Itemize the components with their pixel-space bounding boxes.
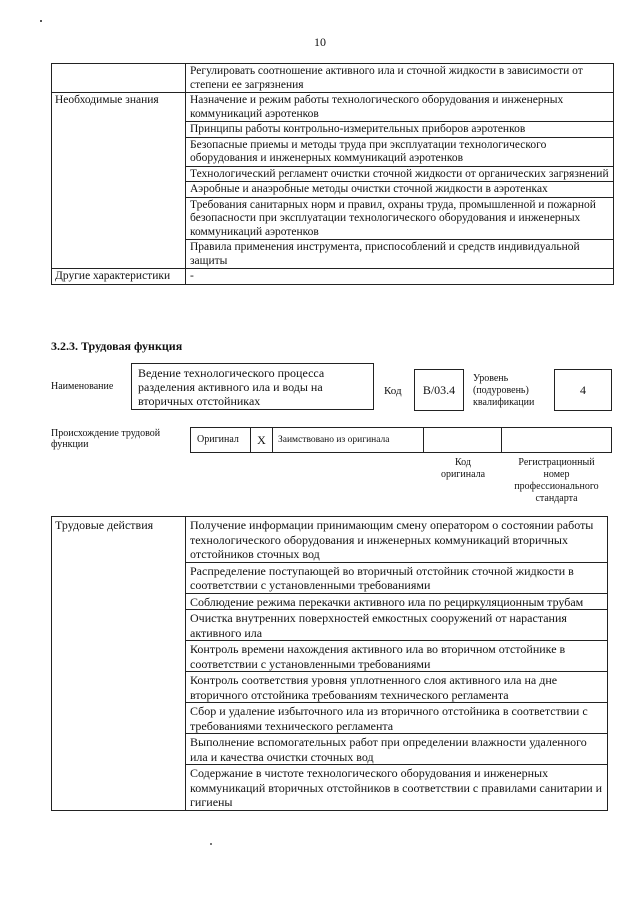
level-box — [554, 369, 612, 411]
registration-caption — [501, 457, 612, 505]
table-cell: Регулировать соотношение активного ила и сточной жидкости в зависимости от степени ее загрязнения — [186, 64, 614, 93]
table-cell: Безопасные приемы и методы труда при эксплуатации технологического оборудования и инженерных коммуникаций аэротенков — [186, 137, 614, 166]
table-row — [52, 64, 614, 93]
row-label-knowledge: Необходимые знания — [52, 93, 186, 269]
registration-caption-line: номер — [543, 469, 570, 480]
table-cell: Содержание в чистоте технологического оборудования и инженерных коммуникаций вторичных отстойников в соответствии с правилами санитарии и гигиены — [186, 765, 608, 811]
row-label-labor-actions: Трудовые действия — [52, 517, 186, 811]
code-value: B/03.4 — [422, 383, 456, 397]
registration-caption-line: профессионального — [514, 481, 599, 492]
function-name-box — [131, 363, 374, 410]
table-cell: Аэробные и анаэробные методы очистки сточной жидкости в аэротенках — [186, 182, 614, 198]
table-cell: Получение информации принимающим смену оператором о состоянии работы технологического оборудования и инженерных коммуникаций вторичных отстойников сточных вод — [186, 517, 608, 563]
level-label-line: квалификации — [473, 397, 535, 408]
labor-actions-table — [51, 516, 608, 811]
table-cell: - — [186, 269, 614, 285]
level-label-line: Уровень — [473, 373, 509, 384]
table-cell: Распределение поступающей во вторичный отстойник сточной жидкости в соответствии с установленными требованиями — [186, 562, 608, 593]
function-name: Ведение технологического процесса разделения активного ила и воды на вторичных отстойниках — [138, 366, 325, 408]
table-cell: Очистка внутренних поверхностей емкостных сооружений от нарастания активного ила — [186, 610, 608, 641]
table-cell: Сбор и удаление избыточного ила из вторичного отстойника в соответствии с требованиями технического регламента — [186, 703, 608, 734]
level-value: 4 — [580, 383, 586, 397]
table-row — [52, 269, 614, 285]
table-cell: Правила применения инструмента, приспособлений и средств индивидуальной защиты — [186, 240, 614, 269]
registration-number-cell — [502, 428, 611, 452]
section-title: 3.2.3. Трудовая функция — [51, 339, 183, 353]
registration-caption-line: Регистрационный — [518, 457, 595, 468]
table-cell: Требования санитарных норм и правил, охраны труда, промышленной и пожарной безопасности при эксплуатации технологического оборудования и инженерных коммуникаций аэротенков — [186, 197, 614, 240]
table-cell: Принципы работы контрольно-измерительных приборов аэротенков — [186, 122, 614, 138]
scan-speck — [40, 20, 42, 22]
origin-row — [190, 427, 612, 453]
page-number: 10 — [314, 35, 326, 49]
table-cell: Соблюдение режима перекачки активного ила по рециркуляционным трубам — [186, 593, 608, 610]
table-cell: Контроль времени нахождения активного ила во вторичном отстойнике в соответствии с установленными требованиями — [186, 641, 608, 672]
table-row — [52, 517, 608, 563]
table-cell: Выполнение вспомогательных работ при определении влажности удаленного ила и качества очистки сточных вод — [186, 734, 608, 765]
scan-speck — [210, 843, 212, 845]
code-caption-line: оригинала — [440, 469, 486, 480]
row-label — [52, 64, 186, 93]
registration-caption-line: стандарта — [535, 493, 578, 504]
level-label — [473, 373, 534, 409]
table-cell: Технологический регламент очистки сточной жидкости от органических загрязнений — [186, 166, 614, 182]
code-caption-line: Код — [455, 457, 471, 468]
name-label: Наименование — [51, 381, 114, 392]
original-code-cell — [424, 428, 502, 452]
level-label-line: (подуровень) — [473, 385, 529, 396]
original-mark: X — [251, 428, 273, 452]
origin-label — [51, 428, 160, 450]
row-label-other: Другие характеристики — [52, 269, 186, 285]
borrowed-label: Заимствовано из оригинала — [273, 428, 424, 452]
table-cell: Назначение и режим работы технологического оборудования и инженерных коммуникаций аэротенков — [186, 93, 614, 122]
origin-label-line: Происхождение трудовой — [51, 428, 161, 439]
table-cell: Контроль соответствия уровня уплотненного слоя активного ила на дне вторичного отстойника требованиям технического регламента — [186, 672, 608, 703]
code-label: Код — [384, 385, 402, 397]
table-row — [52, 93, 614, 122]
top-table — [51, 63, 614, 285]
code-caption — [428, 457, 498, 481]
original-label: Оригинал — [191, 428, 251, 452]
origin-label-line: функции — [51, 439, 89, 450]
code-box — [414, 369, 464, 411]
